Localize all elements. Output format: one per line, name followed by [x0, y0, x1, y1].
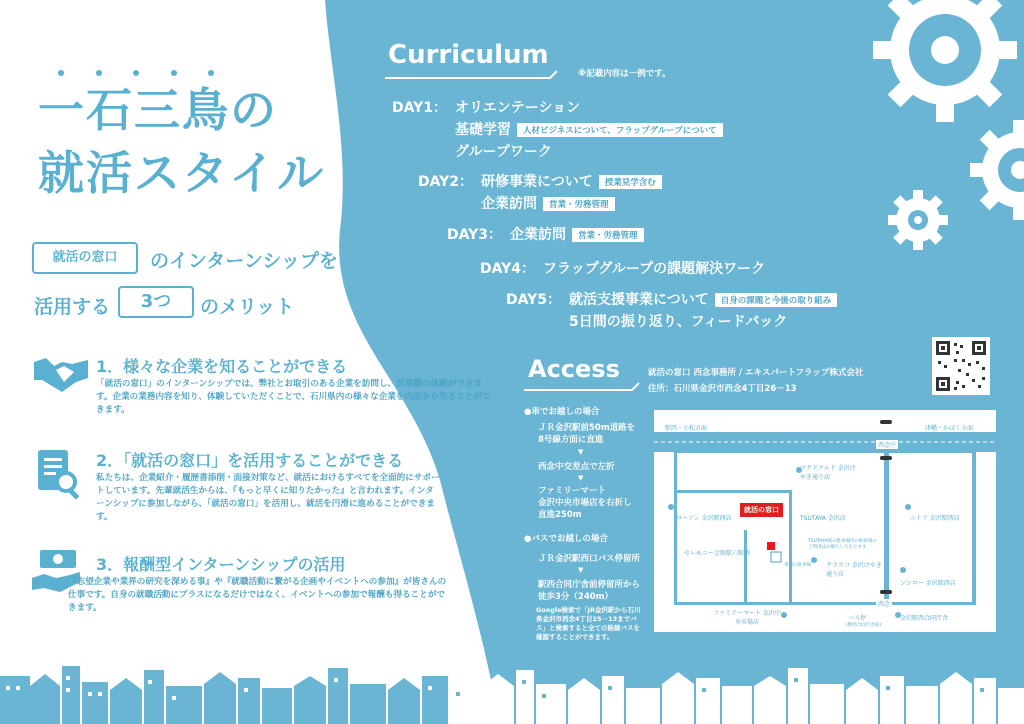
document-search-icon: [36, 448, 82, 500]
title-line1: 一石三鳥の: [38, 83, 278, 137]
car-step-1: ＪＲ金沢駅前50m道路を: [538, 423, 636, 433]
bus-note: Google検索で「JR金沢駅から石川県金沢市西念4丁目25－13までバス」と検索すると全ての路線バスを確認することができます。: [536, 606, 641, 641]
map-label-famima: ファミリーマート 金沢中央市場店: [713, 610, 781, 626]
map-label-shiro: シシロー 金沢駅西店: [900, 580, 956, 587]
map-label-tsubata: 津幡・かほく方面: [925, 425, 974, 432]
subtitle-line2-post: のメリット: [200, 296, 295, 318]
gears-decoration-icon: [850, 0, 1024, 260]
car-step-6: 直進250m: [538, 510, 582, 520]
car-step-3: 西念中交差点で左折: [538, 462, 615, 472]
map-label-lawson: ローソン 金沢駅西店: [676, 515, 732, 522]
day5-line2: 5日間の振り返り、フィードバック: [569, 314, 788, 330]
map-target-label: 就活の窓口: [740, 503, 783, 517]
merit-1-heading: 1．様々な企業を知ることができる: [96, 357, 348, 376]
handshake-icon: [32, 352, 90, 396]
day3-line1: 企業訪問 営業・労務管理: [510, 224, 644, 244]
map-label-ceremony: セレモニー会館駅六駅西: [684, 550, 751, 557]
count-value: 3つ: [140, 291, 172, 312]
map-label-bus-stop: バス停: [848, 615, 867, 622]
access-underline: [524, 382, 644, 392]
bus-step-1: ＪＲ金沢駅西口バス停留所: [538, 554, 641, 564]
map-label-nitori: ニトリ 金沢駅西店: [910, 515, 960, 522]
merit-2-body: 私たちは、企業紹介・履歴書添削・面接対策など、就活におけるすべてを全面的にサポートしています。先輩就活生からは、『もっと早くに知りたかった』と言われます。インターンシップに参加しながら、「就活の窓口」を活用し、就活を円滑に進めることができます。: [96, 473, 440, 522]
day5-label: DAY5：: [506, 292, 561, 308]
map-label-mcd: マクドナルド 金沢けやき通り店: [800, 465, 856, 481]
access-company: 就活の窓口 西念事務所 / エキスパートフラップ株式会社: [648, 368, 864, 378]
car-step-2: 8号線方面に直進: [538, 435, 604, 445]
merit-2-heading: 2．「就活の窓口」を活用することができる: [96, 451, 404, 470]
day1-line3: グループワーク: [455, 144, 552, 160]
arrow-down-icon: ▼: [578, 474, 584, 482]
curriculum-underline: [385, 70, 560, 80]
bus-step-2: 駅西合同庁舎前停留所から: [538, 580, 641, 590]
city-skyline-decoration: [0, 656, 1024, 724]
brand-name: 就活の窓口: [52, 250, 118, 265]
arrow-down-icon: ▼: [578, 566, 584, 574]
merit-1-body: 「就活の窓口」のインターンシップでは、弊社とお取引のある企業を訪問し、営業職の体験ができます。企業の業務内容を知り、体験していただくことで、石川県内の様々な企業を内面から知ることができます。: [96, 379, 491, 415]
qr-code-icon[interactable]: [932, 337, 990, 395]
day2-line2: 企業訪問 営業・労務管理: [481, 193, 615, 213]
map-label-parking: 専用の駐車場: [784, 563, 811, 568]
day1-line1: オリエンテーション: [455, 100, 581, 116]
day3-label: DAY3：: [447, 227, 502, 243]
day1-label: DAY1：: [392, 100, 447, 116]
map-label-tsutaya-note: TSUTAYA様の駐車場内の駐車場のご利用はお断りしております: [808, 539, 878, 550]
arrow-down-icon: ▼: [578, 448, 584, 456]
title-line2: 就活スタイル: [38, 146, 326, 200]
map-label-tsutaya: TSUTAYA 金沢店: [800, 515, 846, 522]
day2-tag2: 営業・労務管理: [543, 197, 615, 211]
map-label-gochosha: 金沢駅西合同庁舎: [900, 615, 949, 622]
map-label-nishinen: 西念: [878, 601, 891, 608]
day2-line1: 研修事業について 授業見学含む: [481, 171, 662, 191]
subtitle-line2-pre: 活用する: [34, 296, 111, 318]
map-label-kurasuko: クラスコ 金沢けやき通り店: [826, 562, 882, 578]
merit-3-heading: 3．報酬型インターンシップの活用: [96, 555, 346, 574]
day5-tag: 自身の課題と今後の取り組み: [715, 293, 838, 307]
day4-label: DAY4：: [480, 261, 535, 277]
access-address: 住所：石川県金沢市西念4丁目26－13: [648, 384, 797, 394]
day3-tag: 営業・労務管理: [572, 228, 644, 242]
car-step-4: ファミリーマート: [538, 486, 606, 496]
bus-step-3: 徒歩3分（240m）: [538, 592, 614, 602]
brand-box: [32, 242, 138, 274]
bus-title: ●バスでお越しの場合: [524, 534, 608, 544]
car-step-5: 金沢中央市場店を右折し: [538, 498, 632, 508]
curriculum-note: ※記載内容は一例です。: [578, 69, 671, 79]
day2-label: DAY2：: [418, 174, 473, 190]
day1-tag: 人材ビジネスについて、フラップグループについて: [517, 123, 723, 137]
car-title: ●車でお越しの場合: [524, 407, 600, 417]
curriculum-title: Curriculum: [388, 40, 549, 70]
map-label-ekinishi: 駅西・小松方面: [665, 425, 708, 432]
merit-3-body: 『志望企業や業界の研究を深める事』や『就職活動に繋がる企画やイベントへの参加』が皆さんの仕事です。自身の就職活動にプラスになるだけではなく、イベントへの参加で報酬も得ることができます。: [68, 577, 447, 613]
access-title: Access: [528, 355, 620, 383]
day2-tag1: 授業見学含む: [599, 175, 662, 189]
map-label-saineNaka: 西念中: [878, 442, 897, 449]
subtitle-rest: のインターンシップを: [150, 250, 339, 272]
map-label-bus-stop-note: (駅西合同庁舎前): [846, 623, 882, 628]
day1-line2: 基礎学習 人材ビジネスについて、フラップグループについて: [455, 119, 723, 139]
day4-line1: フラップグループの課題解決ワーク: [543, 261, 766, 277]
count-box: [118, 286, 194, 318]
day5-line1: 就活支援事業について 自身の課題と今後の取り組み: [569, 289, 837, 309]
